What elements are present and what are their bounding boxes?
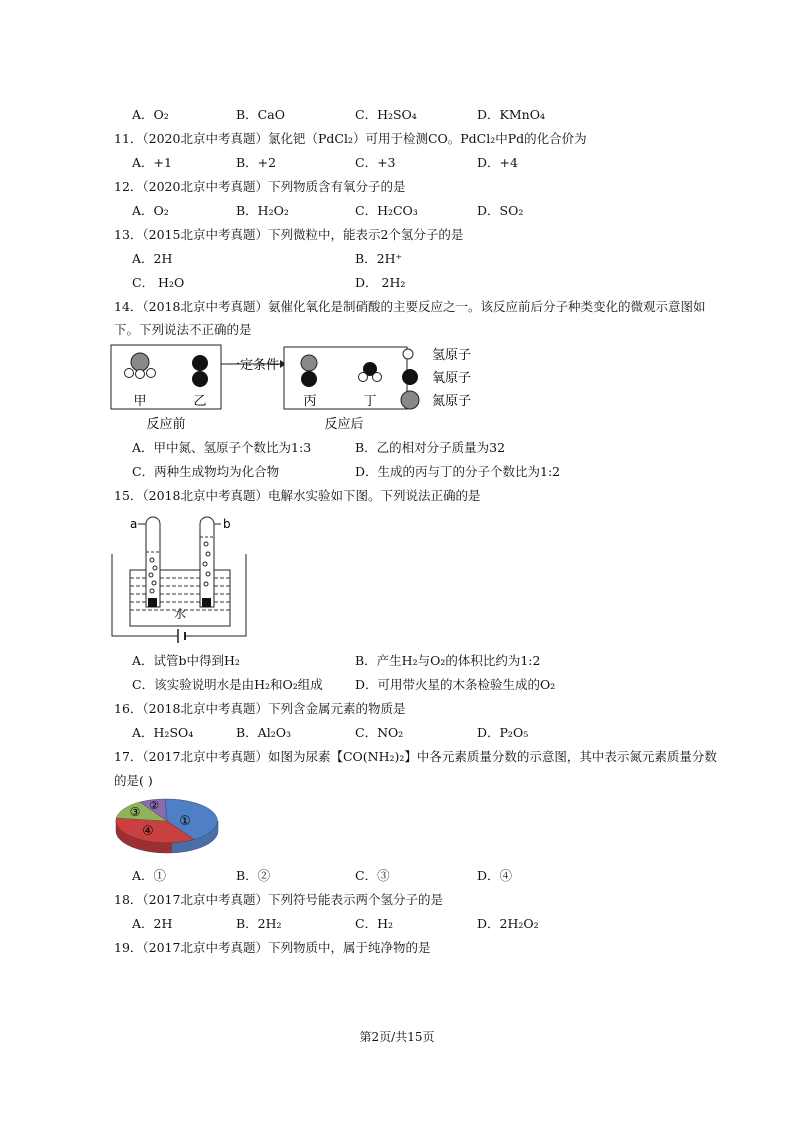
label-a: a — [130, 517, 138, 531]
q12-option-d: D．SO₂ — [477, 203, 524, 218]
pie-label-1: ① — [179, 814, 191, 829]
q16-option-c: C．NO₂ — [355, 725, 404, 740]
label-water: 水 — [173, 607, 187, 621]
q17-option-d: D．④ — [477, 868, 513, 883]
q14-stem-line1: 14．（2018北京中考真题）氨催化氧化是制硝酸的主要反应之一。该反应前后分子种类变化的微观示意图如 — [114, 299, 706, 314]
q14-stem-line2: 下。下列说法不正确的是 — [114, 322, 252, 337]
after-label: 反应后 — [324, 417, 364, 432]
q14-option-d: D．生成的丙与丁的分子个数比为1:2 — [355, 464, 561, 479]
q10-option-d: D．KMnO₄ — [477, 107, 545, 122]
before-label: 反应前 — [146, 417, 186, 432]
q16-option-d: D．P₂O₅ — [477, 725, 529, 740]
label-jia: 甲 — [133, 394, 147, 409]
q18-option-a: A．2H — [132, 916, 173, 931]
q11-option-b: B．+2 — [236, 155, 277, 170]
q11-option-c: C．+3 — [355, 155, 396, 170]
q19-stem: 19．（2017北京中考真题）下列物质中，属于纯净物的是 — [114, 940, 431, 955]
q10-option-c: C．H₂SO₄ — [355, 107, 417, 122]
oxygen-atom-icon — [402, 369, 418, 385]
q13-option-c: C． H₂O — [132, 275, 185, 290]
legend-oxygen: 氧原子 — [432, 371, 472, 386]
q15-option-c: C．该实验说明水是由H₂和O₂组成 — [132, 677, 323, 692]
label-b: b — [223, 517, 231, 531]
q17-stem-line1: 17．（2017北京中考真题）如图为尿素【CO(NH₂)₂】中各元素质量分数的示意图，其中表示氮元素质量分数 — [114, 749, 717, 764]
q17-stem-line2: 的是( ) — [114, 773, 153, 788]
condition-label: 一定条件 — [226, 358, 280, 373]
legend-nitrogen: 氮原子 — [432, 394, 472, 409]
q18-option-d: D．2H₂O₂ — [477, 916, 539, 931]
q14-option-a: A．甲中氮、氢原子个数比为1:3 — [132, 440, 312, 455]
pie-label-3: ③ — [129, 805, 141, 819]
q12-option-b: B．H₂O₂ — [236, 203, 289, 218]
hydrogen-atom-icon — [403, 349, 413, 359]
label-ding: 丁 — [363, 394, 377, 409]
nitrogen-atom-icon — [401, 391, 419, 409]
pie-label-4: ④ — [142, 824, 154, 839]
legend-hydrogen: 氢原子 — [432, 348, 472, 363]
q18-stem: 18．（2017北京中考真题）下列符号能表示两个氢分子的是 — [114, 892, 443, 907]
q13-option-a: A．2H — [132, 251, 173, 266]
q12-stem: 12．（2020北京中考真题）下列物质含有氧分子的是 — [114, 179, 406, 194]
q13-option-b: B．2H⁺ — [355, 251, 403, 266]
q17-option-b: B．② — [236, 868, 271, 883]
q11-option-a: A．+1 — [132, 155, 172, 170]
q12-option-c: C．H₂CO₃ — [355, 203, 418, 218]
q13-stem: 13．（2015北京中考真题）下列微粒中，能表示2个氢分子的是 — [114, 227, 464, 242]
page-number: 第2页/共15页 — [359, 1030, 435, 1044]
pie-label-2: ② — [149, 799, 159, 812]
q11-stem: 11．（2020北京中考真题）氯化钯（PdCl₂）可用于检测CO。PdCl₂中Pd的化合价为 — [114, 131, 587, 146]
q15-option-b: B．产生H₂与O₂的体积比约为1:2 — [355, 653, 541, 668]
q15-stem: 15．（2018北京中考真题）电解水实验如下图。下列说法正确的是 — [114, 488, 481, 503]
q16-option-b: B．Al₂O₃ — [236, 725, 291, 740]
q15-option-a: A．试管b中得到H₂ — [132, 653, 240, 668]
q17-pie-diagram — [112, 795, 222, 859]
q11-option-d: D．+4 — [477, 155, 518, 170]
q10-option-a: A．O₂ — [132, 107, 169, 122]
q14-option-c: C．两种生成物均为化合物 — [132, 464, 280, 479]
q13-option-d: D． 2H₂ — [355, 275, 406, 290]
q17-option-c: C．③ — [355, 868, 390, 883]
q12-option-a: A．O₂ — [132, 203, 169, 218]
label-bing: 丙 — [303, 394, 317, 409]
q16-stem: 16．（2018北京中考真题）下列含金属元素的物质是 — [114, 701, 406, 716]
q10-option-b: B．CaO — [236, 107, 285, 122]
q15-electrolysis-diagram — [108, 512, 258, 647]
label-yi: 乙 — [193, 394, 207, 409]
q14-option-b: B．乙的相对分子质量为32 — [355, 440, 506, 455]
q17-option-a: A．① — [132, 868, 167, 883]
q16-option-a: A．H₂SO₄ — [132, 725, 194, 740]
q14-reaction-diagram — [108, 342, 508, 434]
q15-option-d: D．可用带火星的木条检验生成的O₂ — [355, 677, 556, 692]
q18-option-c: C．H₂ — [355, 916, 393, 931]
q18-option-b: B．2H₂ — [236, 916, 282, 931]
